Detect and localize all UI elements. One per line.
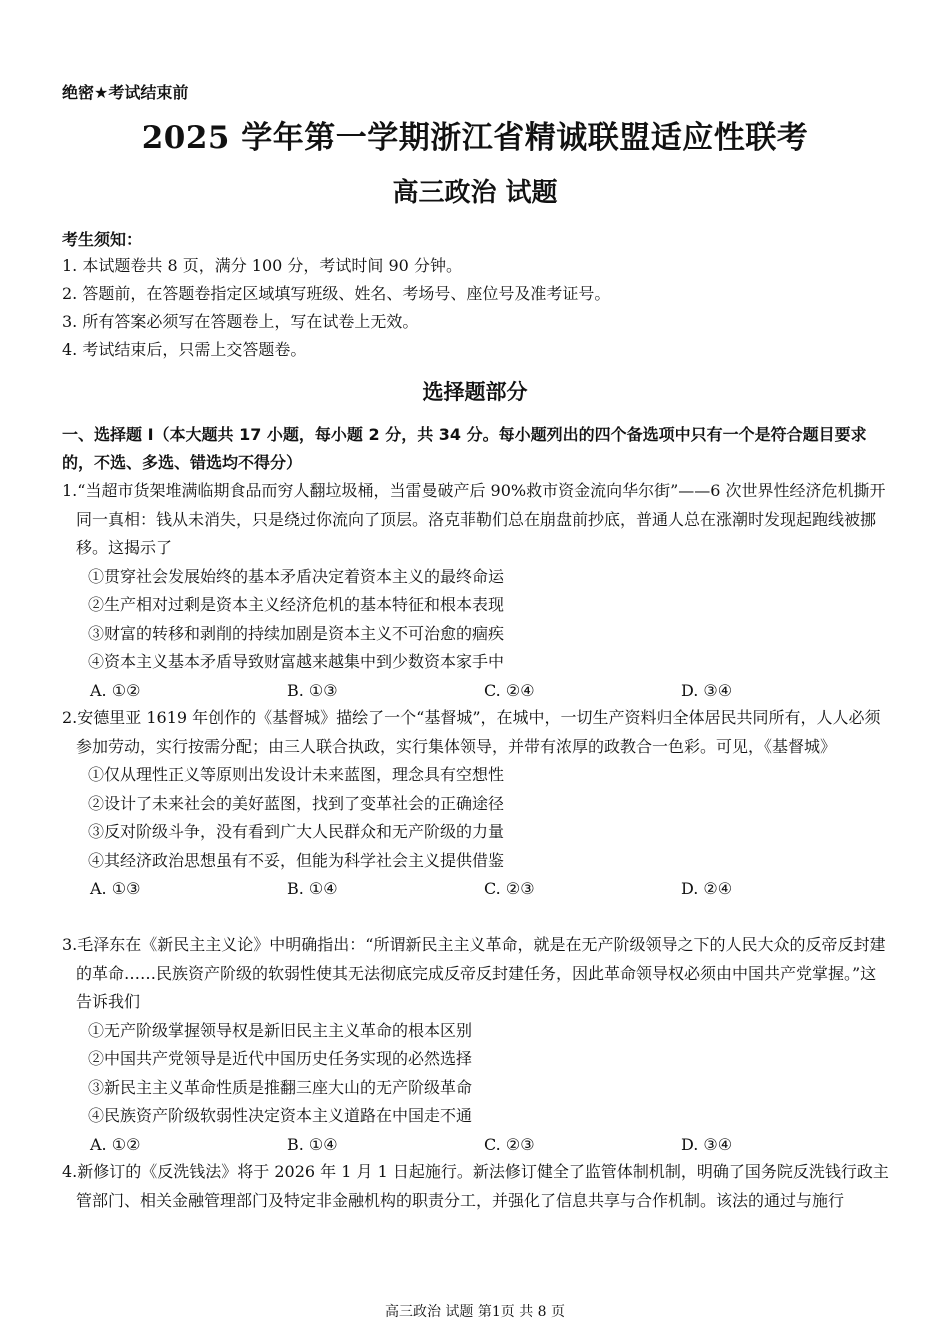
choice-a: A. ①② [90, 1134, 141, 1154]
question-stem: 4.新修订的《反洗钱法》将于 2026 年 1 月 1 日起施行。新法修订健全了监管体制机制，明确了国务院反洗钱行政主管部门、相关金融管理部门及特定非金融机构的职责分工，并强化了信息共享与合作机制。该法的通过与施行 [62, 1162, 889, 1210]
statement-option: ④民族资产阶级软弱性决定资本主义道路在中国走不通 [88, 1106, 473, 1125]
notice-item: 1. 本试题卷共 8 页，满分 100 分，考试时间 90 分钟。 [62, 256, 462, 275]
exam-subtitle: 高三政治 试题 [392, 178, 558, 208]
section-instructions: 一、选择题 I（本大题共 17 小题，每小题 2 分，共 34 分。每小题列出的四个备选项中只有一个是符合题目要求的，不选、多选、错选均不得分） [62, 425, 867, 472]
question-4 [62, 1158, 892, 1215]
notice-item: 2. 答题前，在答题卷指定区域填写班级、姓名、考场号、座位号及准考证号。 [62, 284, 611, 303]
choice-c: C. ②③ [484, 879, 535, 898]
choice-d: D. ③④ [681, 1134, 733, 1154]
choice-a: A. ①② [90, 680, 141, 700]
statement-option: ③反对阶级斗争，没有看到广大人民群众和无产阶级的力量 [88, 822, 505, 841]
choice-b: B. ①④ [287, 879, 338, 898]
question-stem: 1.“当超市货架堆满临期食品而穷人翻垃圾桶，当雷曼破产后 90%救市资金流向华尔街”——6 次世界性经济危机撕开同一真相：钱从未消失，只是绕过你流向了顶层。洛克菲勒们总在崩盘前抄底，普通人总在涨潮时发现起跑线被挪移。这揭示了 [62, 481, 886, 557]
question-1 [62, 477, 892, 705]
statement-option: ②中国共产党领导是近代中国历史任务实现的必然选择 [88, 1049, 473, 1068]
statement-option: ②生产相对过剩是资本主义经济危机的基本特征和根本表现 [88, 595, 505, 614]
statement-option: ③新民主主义革命性质是推翻三座大山的无产阶级革命 [88, 1077, 473, 1097]
choice-b: B. ①④ [287, 1134, 338, 1154]
exam-title: 2025 学年第一学期浙江省精诚联盟适应性联考 [141, 120, 809, 156]
answer-choices [62, 875, 892, 904]
page-footer: 高三政治 试题 第1页 共 8 页 [384, 1304, 566, 1320]
question-stem: 2.安德里亚 1619 年创作的《基督城》描绘了一个“基督城”，在城中，一切生产资料归全体居民共同所有，人人必须参加劳动，实行按需分配；由三人联合执政，实行集体领导，并带有浓厚的政教合一色彩。可见，《基督城》 [62, 708, 881, 756]
statement-option: ④其经济政治思想虽有不妥，但能为科学社会主义提供借鉴 [88, 850, 505, 870]
choice-a: A. ①③ [90, 879, 141, 898]
choice-d: D. ③④ [681, 680, 733, 700]
statement-option: ①贯穿社会发展始终的基本矛盾决定着资本主义的最终命运 [88, 566, 505, 586]
section-title: 选择题部分 [422, 379, 528, 404]
choice-b: B. ①③ [287, 680, 338, 700]
notice-item: 4. 考试结束后，只需上交答题卷。 [62, 340, 307, 359]
statement-option: ③财富的转移和剥削的持续加剧是资本主义不可治愈的痼疾 [88, 623, 505, 643]
choice-d: D. ②④ [681, 879, 733, 898]
choice-c: C. ②④ [484, 680, 535, 700]
confidential-label: 绝密★考试结束前 [62, 83, 189, 102]
notice-list [62, 252, 892, 364]
notice-item: 3. 所有答案必须写在答题卷上，写在试卷上无效。 [62, 312, 419, 331]
statement-option: ②设计了未来社会的美好蓝图，找到了变革社会的正确途径 [88, 793, 505, 813]
answer-choices [62, 677, 892, 706]
statement-option: ①无产阶级掌握领导权是新旧民主主义革命的根本区别 [88, 1020, 473, 1040]
choice-c: C. ②③ [484, 1134, 535, 1154]
answer-choices [62, 1131, 892, 1160]
question-3 [62, 931, 892, 1159]
statement-option: ④资本主义基本矛盾导致财富越来越集中到少数资本家手中 [88, 652, 505, 671]
statement-option: ①仅从理性正义等原则出发设计未来蓝图，理念具有空想性 [88, 765, 505, 784]
notice-heading: 考生须知： [62, 230, 143, 249]
question-stem: 3.毛泽东在《新民主主义论》中明确指出：“所谓新民主主义革命，就是在无产阶级领导之下的人民大众的反帝反封建的革命……民族资产阶级的软弱性使其无法彻底完成反帝反封建任务，因此革命领导权必须由中国共产党掌握。”这告诉我们 [62, 935, 886, 1011]
question-2 [62, 704, 892, 904]
